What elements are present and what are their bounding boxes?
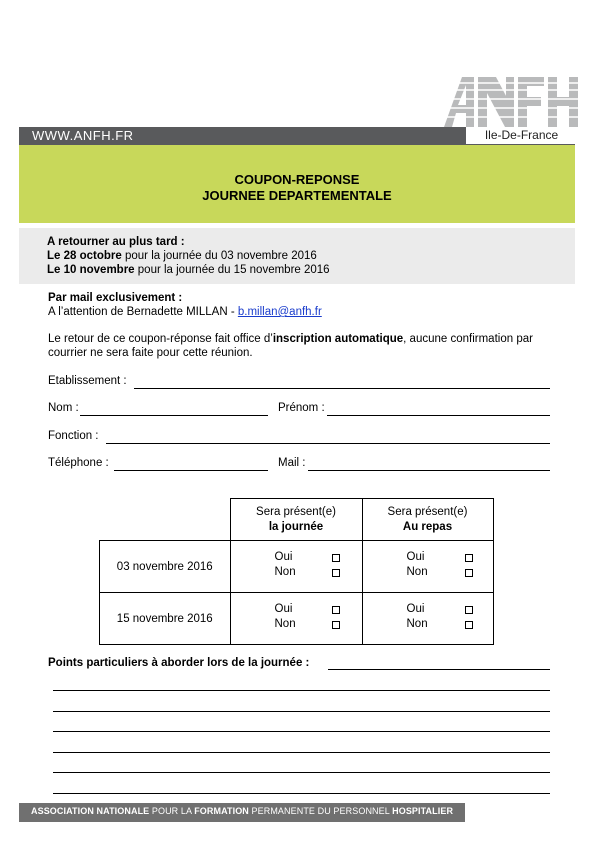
attendance-table <box>99 498 494 645</box>
header-repas: Sera présent(e) Au repas <box>362 499 493 541</box>
checkbox-icon[interactable] <box>332 606 340 614</box>
deadline-heading: A retourner au plus tard : <box>47 236 185 248</box>
checkbox-icon[interactable] <box>465 606 473 614</box>
region-box <box>464 127 577 144</box>
prenom-field[interactable] <box>327 415 550 416</box>
fonction-field[interactable] <box>106 443 550 444</box>
deadline-block <box>19 228 575 284</box>
notice-line-2: courrier ne sera faite pour cette réunion. <box>48 347 253 359</box>
table-row <box>100 541 494 593</box>
fonction-label: Fonction : <box>48 430 99 442</box>
checkbox-icon[interactable] <box>332 621 340 629</box>
telephone-label: Téléphone : <box>48 457 109 469</box>
anfh-logo <box>444 77 578 127</box>
footer-banner <box>19 803 465 822</box>
header-journee: Sera présent(e) la journée <box>230 499 362 541</box>
journee-options: Oui Non <box>230 541 362 593</box>
points-field-line[interactable] <box>53 752 550 753</box>
checkbox-icon[interactable] <box>465 621 473 629</box>
nom-label: Nom : <box>48 402 79 414</box>
points-field-line[interactable] <box>53 731 550 732</box>
mail-attention: A l’attention de Bernadette MILLAN - b.millan@anfh.fr <box>48 306 322 318</box>
row-date: 03 novembre 2016 <box>100 541 231 593</box>
checkbox-icon[interactable] <box>465 569 473 577</box>
points-field-line[interactable] <box>53 690 550 691</box>
title-line-1: COUPON-REPONSE <box>234 172 360 187</box>
footer-text: ASSOCIATION NATIONALE POUR LA FORMATION PERMANENTE DU PERSONNEL HOSPITALIER <box>31 806 454 816</box>
deadline-item-2: Le 10 novembre pour la journée du 15 novembre 2016 <box>47 264 330 276</box>
points-field-line[interactable] <box>53 793 550 794</box>
notice-line-1: Le retour de ce coupon-réponse fait office d’inscription automatique, aucune confirmation par <box>48 333 533 345</box>
mail-link[interactable]: b.millan@anfh.fr <box>237 306 322 318</box>
journee-options: Oui Non <box>230 593 362 645</box>
points-field-line[interactable] <box>53 711 550 712</box>
site-url[interactable]: WWW.ANFH.FR <box>32 128 134 143</box>
checkbox-icon[interactable] <box>332 569 340 577</box>
prenom-label: Prénom : <box>278 402 325 414</box>
etablissement-label: Etablissement : <box>48 375 127 387</box>
table-row <box>100 593 494 645</box>
points-label: Points particuliers à aborder lors de la journée : <box>48 657 310 669</box>
checkbox-icon[interactable] <box>332 554 340 562</box>
region-label: Ile-De-France <box>484 128 559 142</box>
repas-options: Oui Non <box>362 541 493 593</box>
title-line-2: JOURNEE DEPARTEMENTALE <box>202 188 392 203</box>
mail-label: Mail : <box>278 457 306 469</box>
row-date: 15 novembre 2016 <box>100 593 231 645</box>
mail-field[interactable] <box>308 470 550 471</box>
deadline-item-1: Le 28 octobre pour la journée du 03 novembre 2016 <box>47 250 317 262</box>
title-band <box>19 145 575 223</box>
points-field-first[interactable] <box>328 669 550 670</box>
etablissement-field[interactable] <box>134 388 550 389</box>
mail-heading: Par mail exclusivement : <box>48 292 183 304</box>
nom-field[interactable] <box>80 415 268 416</box>
repas-options: Oui Non <box>362 593 493 645</box>
points-field-line[interactable] <box>53 772 550 773</box>
checkbox-icon[interactable] <box>465 554 473 562</box>
telephone-field[interactable] <box>114 470 268 471</box>
